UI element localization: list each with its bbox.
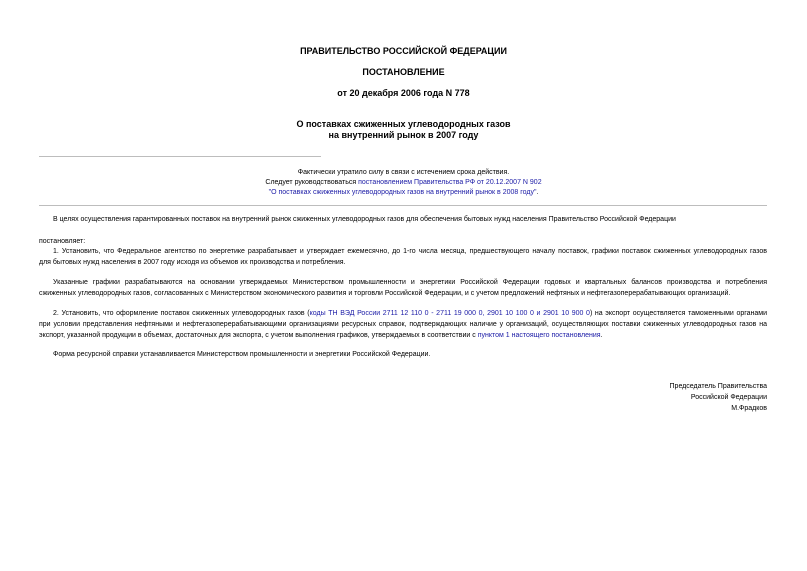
divider-bottom bbox=[39, 205, 767, 206]
item-2-line-3-prefix: экспорт, указанной продукции в объемах, достаточных для экспорта, с учетом выполнения графиков, утверждаемых в соответствии с bbox=[39, 332, 478, 339]
signature-block bbox=[670, 381, 767, 414]
item-2-prefix: 2. Установить, что оформление поставок сжиженных углеводородных газов ( bbox=[53, 310, 310, 317]
decrees-text: постановляет: bbox=[39, 238, 86, 245]
schedules-line-1: Указанные графики разрабатываются на основании утверждаемых Министерством промышленности и энергетики Российской Федерации годовых и квартальных балансов производства и потребления bbox=[53, 279, 767, 286]
resource-form-paragraph bbox=[39, 349, 767, 360]
item-2-line-2: при условии представления нефтяными и нефтегазоперерабатывающими организациями ресурсных справок, подтверждающих наличие у организаций, осуществляющих поставки сжиженных углеводородных газов на bbox=[39, 321, 767, 328]
schedules-line-2: сжиженных углеводородных газов, согласованных с Министерством экономического развития и торговли Российской Федерации, и с учетом предложений нефтяных и нефтегазоперерабатывающих организаций. bbox=[39, 290, 731, 297]
divider-top bbox=[39, 156, 321, 157]
item-1-line-1: 1. Установить, что Федеральное агентство по энергетике разрабатывает и утверждает ежемесячно, до 1-го числа месяца, предшествующего началу поставок, графики поставок сжиженных углеводородных газов bbox=[53, 248, 767, 255]
item-2-paragraph bbox=[39, 308, 767, 341]
status-note-suffix: . bbox=[536, 189, 539, 196]
signature-name: М.Фрадков bbox=[731, 405, 767, 412]
signature-country: Российской Федерации bbox=[690, 394, 767, 401]
point-1-link[interactable]: пунктом 1 настоящего постановления bbox=[477, 332, 601, 339]
item-2-line-3 bbox=[39, 330, 767, 341]
schedules-paragraph bbox=[39, 277, 767, 299]
status-note-line-3 bbox=[0, 188, 807, 198]
status-note-line-2 bbox=[0, 178, 807, 188]
status-note-line-1: Фактически утратило силу в связи с истечением срока действия. bbox=[297, 169, 510, 176]
signature-position: Председатель Правительства bbox=[669, 383, 767, 390]
item-2-line-1 bbox=[39, 308, 767, 319]
resource-form-text: Форма ресурсной справки устанавливается Министерством промышленности и энергетики Российской Федерации. bbox=[53, 351, 431, 358]
resolution-902-link[interactable]: постановлением Правительства РФ от 20.12.2007 N 902 bbox=[358, 179, 542, 186]
item-2-suffix: ) на экспорт осуществляется таможенными органами bbox=[589, 310, 768, 317]
document-type: ПОСТАНОВЛЕНИЕ bbox=[362, 67, 445, 77]
item-1-line-2: для бытовых нужд населения в 2007 году исходя из объемов их производства и потребления. bbox=[39, 259, 346, 266]
item-1-paragraph bbox=[39, 246, 767, 268]
preamble-text: В целях осуществления гарантированных поставок на внутренний рынок сжиженных углеводородных газов для обеспечения бытовых нужд населения Правительство Российской Федерации bbox=[53, 216, 676, 223]
resolution-902-title-link[interactable]: "О поставках сжиженных углеводородных газов на внутренний рынок в 2008 году" bbox=[268, 189, 537, 196]
status-note-prefix: Следует руководствоваться bbox=[265, 179, 359, 186]
document-title-line-1: О поставках сжиженных углеводородных газов bbox=[296, 119, 511, 129]
government-heading: ПРАВИТЕЛЬСТВО РОССИЙСКОЙ ФЕДЕРАЦИИ bbox=[300, 46, 507, 56]
document-title-line-2: на внутренний рынок в 2007 году bbox=[328, 130, 479, 140]
preamble-paragraph bbox=[39, 214, 767, 225]
item-2-line-3-suffix: . bbox=[600, 332, 603, 339]
document-date-number: от 20 декабря 2006 года N 778 bbox=[337, 88, 470, 98]
tn-ved-codes-link[interactable]: коды ТН ВЭД России 2711 12 110 0 - 2711 19 000 0, 2901 10 100 0 и 2901 10 900 0 bbox=[309, 310, 590, 317]
